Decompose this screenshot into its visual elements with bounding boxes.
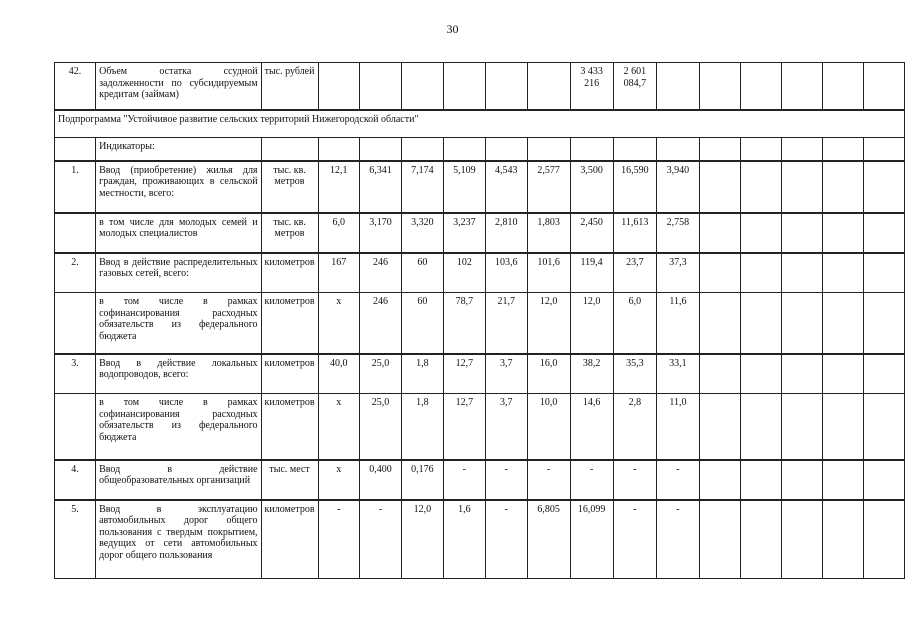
value-cell <box>863 293 904 354</box>
value-cell: - <box>360 500 402 579</box>
page-number: 30 <box>446 22 459 36</box>
value-cell: 3,320 <box>401 213 443 253</box>
value-cell <box>863 161 904 213</box>
value-cell <box>699 213 740 253</box>
value-cell <box>863 354 904 394</box>
value-cell: 4,543 <box>485 161 527 213</box>
value-cell <box>656 138 699 161</box>
table-row <box>55 63 905 110</box>
value-cell <box>822 460 863 500</box>
value-cell <box>781 63 822 110</box>
value-cell: 103,6 <box>485 253 527 293</box>
value-cell <box>781 500 822 579</box>
value-cell <box>822 253 863 293</box>
value-cell: 102 <box>443 253 485 293</box>
value-cell: 2 601 084,7 <box>613 63 656 110</box>
indicator-name: Ввод в действие общеобразовательных организаций <box>96 460 261 500</box>
value-cell <box>699 293 740 354</box>
value-cell <box>360 138 402 161</box>
value-cell <box>822 394 863 460</box>
value-cell <box>401 63 443 110</box>
value-cell <box>699 253 740 293</box>
value-cell: 3 433 216 <box>570 63 613 110</box>
value-cell <box>699 354 740 394</box>
table-row <box>55 138 905 161</box>
value-cell: 12,0 <box>570 293 613 354</box>
value-cell <box>781 293 822 354</box>
value-cell <box>822 161 863 213</box>
table-row <box>55 253 905 293</box>
value-cell <box>656 63 699 110</box>
value-cell: 167 <box>318 253 360 293</box>
value-cell <box>485 63 527 110</box>
value-cell: 38,2 <box>570 354 613 394</box>
value-cell <box>781 161 822 213</box>
value-cell: 3,940 <box>656 161 699 213</box>
value-cell: 246 <box>360 293 402 354</box>
row-number: 1. <box>55 161 96 213</box>
program-header-row <box>55 110 905 138</box>
value-cell: 2,450 <box>570 213 613 253</box>
indicator-name: Ввод (приобретение) жилья для граждан, проживающих в сельской местности, всего: <box>96 161 261 213</box>
value-cell <box>781 253 822 293</box>
value-cell <box>863 138 904 161</box>
value-cell <box>781 460 822 500</box>
value-cell <box>318 138 360 161</box>
value-cell: 16,0 <box>527 354 570 394</box>
indicator-name: в том числе для молодых семей и молодых специалистов <box>96 213 261 253</box>
indicator-name: в том числе в рамках софинансирования расходных обязательств из федерального бюджета <box>96 394 261 460</box>
value-cell: 6,0 <box>613 293 656 354</box>
value-cell <box>699 161 740 213</box>
value-cell <box>740 161 781 213</box>
value-cell: 119,4 <box>570 253 613 293</box>
value-cell: 2,758 <box>656 213 699 253</box>
value-cell: 5,109 <box>443 161 485 213</box>
value-cell <box>699 500 740 579</box>
value-cell: - <box>318 500 360 579</box>
value-cell: 78,7 <box>443 293 485 354</box>
row-number: 42. <box>55 63 96 110</box>
value-cell: 10,0 <box>527 394 570 460</box>
value-cell <box>443 138 485 161</box>
value-cell <box>863 394 904 460</box>
indicators-table <box>54 62 905 579</box>
value-cell: 23,7 <box>613 253 656 293</box>
value-cell: 60 <box>401 293 443 354</box>
value-cell <box>570 138 613 161</box>
value-cell: 6,805 <box>527 500 570 579</box>
value-cell: 21,7 <box>485 293 527 354</box>
value-cell <box>740 293 781 354</box>
indicator-name: Ввод в действие локальных водопроводов, всего: <box>96 354 261 394</box>
indicator-name: Объем остатка ссудной задолженности по субсидируемым кредитам (займам) <box>96 63 261 110</box>
table-row <box>55 394 905 460</box>
value-cell: - <box>656 500 699 579</box>
value-cell: - <box>485 460 527 500</box>
value-cell: 60 <box>401 253 443 293</box>
row-number: 4. <box>55 460 96 500</box>
unit-cell: километров <box>261 253 318 293</box>
row-number: 3. <box>55 354 96 394</box>
row-number: 5. <box>55 500 96 579</box>
value-cell <box>781 138 822 161</box>
value-cell: 12,0 <box>527 293 570 354</box>
value-cell <box>401 138 443 161</box>
row-number <box>55 138 96 161</box>
value-cell: 2,8 <box>613 394 656 460</box>
table-row <box>55 460 905 500</box>
value-cell: 14,6 <box>570 394 613 460</box>
value-cell <box>699 138 740 161</box>
value-cell <box>822 500 863 579</box>
row-number: 2. <box>55 253 96 293</box>
value-cell: 0,400 <box>360 460 402 500</box>
value-cell <box>699 394 740 460</box>
program-header: Подпрограмма "Устойчивое развитие сельских территорий Нижегородской области" <box>55 110 905 138</box>
value-cell <box>740 213 781 253</box>
value-cell <box>822 63 863 110</box>
value-cell <box>740 354 781 394</box>
value-cell <box>740 460 781 500</box>
value-cell <box>822 138 863 161</box>
value-cell <box>863 253 904 293</box>
unit-cell: тыс. мест <box>261 460 318 500</box>
value-cell: - <box>656 460 699 500</box>
value-cell: 1,803 <box>527 213 570 253</box>
value-cell: 12,7 <box>443 394 485 460</box>
value-cell <box>613 138 656 161</box>
value-cell: х <box>318 460 360 500</box>
table-row <box>55 293 905 354</box>
value-cell <box>822 293 863 354</box>
row-number <box>55 213 96 253</box>
value-cell <box>318 63 360 110</box>
value-cell <box>527 63 570 110</box>
value-cell: 11,613 <box>613 213 656 253</box>
value-cell: 11,6 <box>656 293 699 354</box>
value-cell <box>863 460 904 500</box>
value-cell: 12,1 <box>318 161 360 213</box>
value-cell: - <box>613 500 656 579</box>
value-cell: 101,6 <box>527 253 570 293</box>
value-cell: - <box>443 460 485 500</box>
value-cell: 33,1 <box>656 354 699 394</box>
value-cell <box>740 63 781 110</box>
value-cell: 246 <box>360 253 402 293</box>
table-row <box>55 161 905 213</box>
value-cell <box>699 63 740 110</box>
indicator-name: в том числе в рамках софинансирования расходных обязательств из федерального бюджета <box>96 293 261 354</box>
unit-cell: километров <box>261 354 318 394</box>
value-cell: 6,0 <box>318 213 360 253</box>
value-cell <box>740 138 781 161</box>
value-cell: 12,0 <box>401 500 443 579</box>
value-cell: 12,7 <box>443 354 485 394</box>
value-cell: 25,0 <box>360 354 402 394</box>
value-cell <box>485 138 527 161</box>
unit-cell <box>261 138 318 161</box>
value-cell <box>781 213 822 253</box>
value-cell: 3,500 <box>570 161 613 213</box>
value-cell <box>781 354 822 394</box>
value-cell <box>863 213 904 253</box>
table-row <box>55 213 905 253</box>
value-cell <box>443 63 485 110</box>
value-cell: - <box>527 460 570 500</box>
value-cell: 1,8 <box>401 354 443 394</box>
value-cell: 1,6 <box>443 500 485 579</box>
value-cell: 3,170 <box>360 213 402 253</box>
value-cell <box>699 460 740 500</box>
unit-cell: тыс. кв. метров <box>261 213 318 253</box>
row-number <box>55 394 96 460</box>
value-cell: 3,237 <box>443 213 485 253</box>
unit-cell: тыс. рублей <box>261 63 318 110</box>
value-cell: 0,176 <box>401 460 443 500</box>
value-cell <box>863 500 904 579</box>
table-row <box>55 500 905 579</box>
value-cell: - <box>570 460 613 500</box>
value-cell: 2,577 <box>527 161 570 213</box>
value-cell <box>527 138 570 161</box>
value-cell <box>822 354 863 394</box>
value-cell: 16,099 <box>570 500 613 579</box>
value-cell: 11,0 <box>656 394 699 460</box>
indicator-name: Ввод в эксплуатацию автомобильных дорог общего пользования с твердым покрытием, ведущих от сети автомобильных дорог общего пользования <box>96 500 261 579</box>
value-cell: х <box>318 394 360 460</box>
table-row <box>55 354 905 394</box>
indicator-name: Индикаторы: <box>96 138 261 161</box>
value-cell: - <box>613 460 656 500</box>
value-cell <box>740 253 781 293</box>
value-cell <box>360 63 402 110</box>
row-number <box>55 293 96 354</box>
value-cell: 25,0 <box>360 394 402 460</box>
value-cell <box>822 213 863 253</box>
value-cell: 35,3 <box>613 354 656 394</box>
indicator-name: Ввод в действие распределительных газовых сетей, всего: <box>96 253 261 293</box>
value-cell: 2,810 <box>485 213 527 253</box>
value-cell <box>781 394 822 460</box>
value-cell: 3,7 <box>485 354 527 394</box>
value-cell <box>740 394 781 460</box>
unit-cell: километров <box>261 394 318 460</box>
value-cell: 7,174 <box>401 161 443 213</box>
value-cell: 1,8 <box>401 394 443 460</box>
unit-cell: километров <box>261 293 318 354</box>
value-cell <box>863 63 904 110</box>
value-cell: 16,590 <box>613 161 656 213</box>
value-cell: х <box>318 293 360 354</box>
value-cell: 6,341 <box>360 161 402 213</box>
value-cell: 3,7 <box>485 394 527 460</box>
value-cell: 40,0 <box>318 354 360 394</box>
value-cell: 37,3 <box>656 253 699 293</box>
value-cell: - <box>485 500 527 579</box>
unit-cell: тыс. кв. метров <box>261 161 318 213</box>
value-cell <box>740 500 781 579</box>
unit-cell: километров <box>261 500 318 579</box>
